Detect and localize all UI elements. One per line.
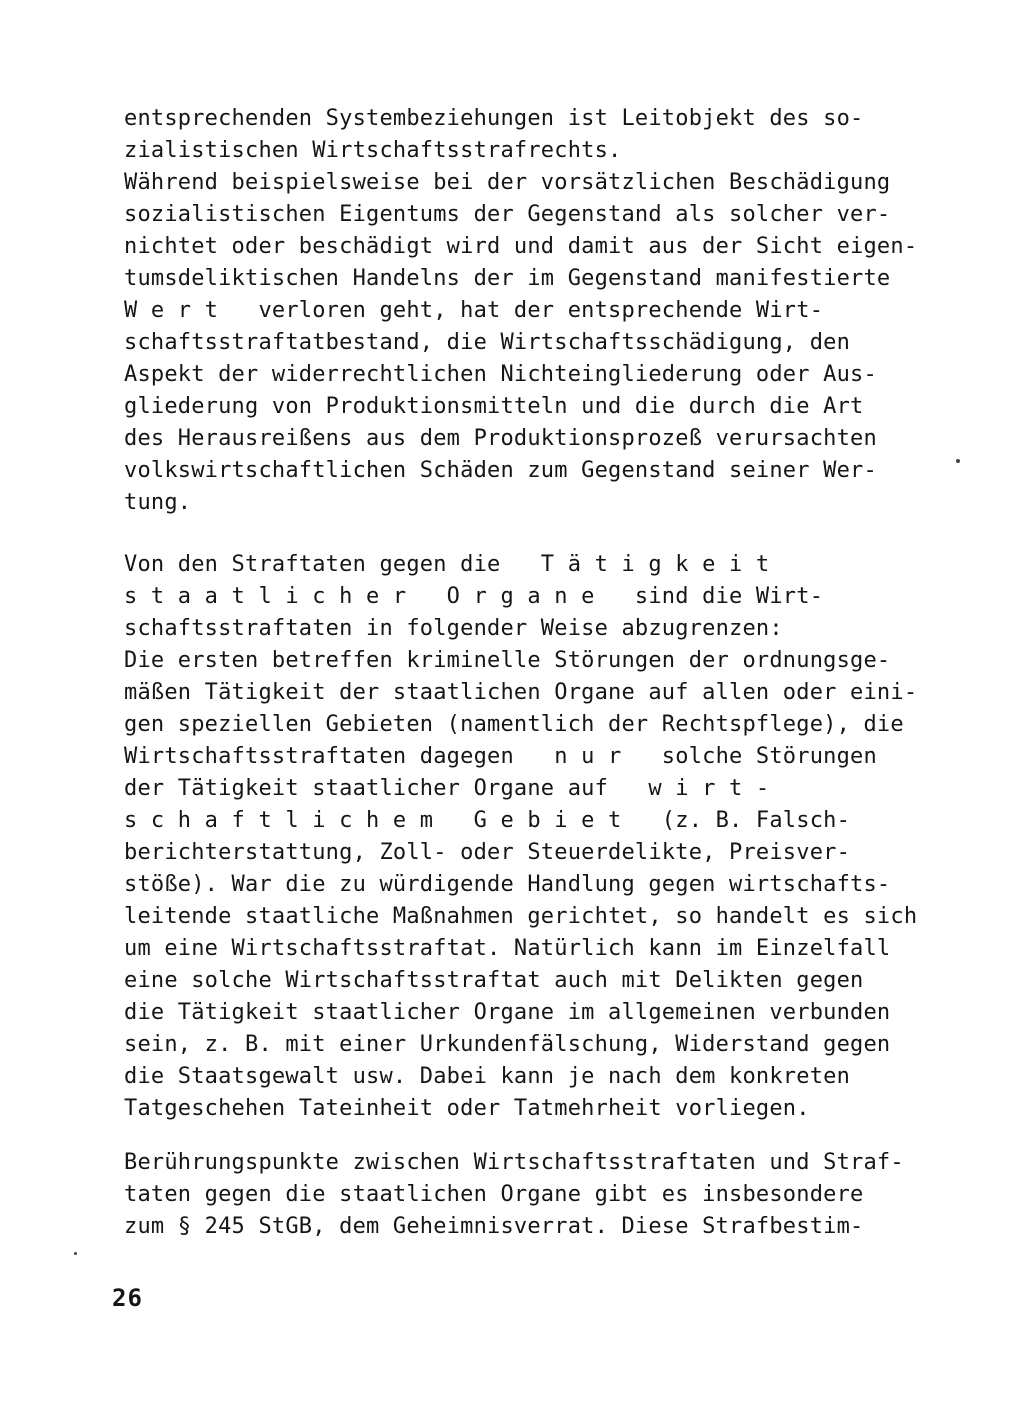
text-line: Berührungspunkte zwischen Wirtschaftsstraftaten und Straf- (124, 1150, 904, 1175)
text-line: stöße). War die zu würdigende Handlung gegen wirtschafts- (124, 872, 891, 897)
text-line: entsprechenden Systembeziehungen ist Leitobjekt des so- (124, 106, 864, 131)
text-line: eine solche Wirtschaftsstraftat auch mit Delikten gegen (124, 968, 864, 993)
text-line: Von den Straftaten gegen die T ä t i g k e i t (124, 552, 770, 577)
scan-speck (74, 1252, 77, 1255)
text-line: zum § 245 StGB, dem Geheimnisverrat. Diese Strafbestim- (124, 1214, 864, 1239)
text-line: zialistischen Wirtschaftsstrafrechts. (124, 138, 622, 163)
text-line: der Tätigkeit staatlicher Organe auf w i r t - (124, 776, 770, 801)
text-line: um eine Wirtschaftsstraftat. Natürlich kann im Einzelfall (124, 936, 891, 961)
text-line: sein, z. B. mit einer Urkundenfälschung, Widerstand gegen (124, 1032, 891, 1057)
text-line: gen speziellen Gebieten (namentlich der Rechtspflege), die (124, 712, 904, 737)
text-line: die Tätigkeit staatlicher Organe im allgemeinen verbunden (124, 1000, 891, 1025)
text-line: schaftsstraftatbestand, die Wirtschaftsschädigung, den (124, 330, 851, 355)
text-line: gliederung von Produktionsmitteln und die durch die Art (124, 394, 864, 419)
text-line: s c h a f t l i c h e m G e b i e t (z. B. Falsch- (124, 808, 851, 833)
text-line: Aspekt der widerrechtlichen Nichteingliederung oder Aus- (124, 362, 877, 387)
text-line: sozialistischen Eigentums der Gegenstand als solcher ver- (124, 202, 891, 227)
text-line: berichterstattung, Zoll- oder Steuerdelikte, Preisver- (124, 840, 851, 865)
text-line: Tatgeschehen Tateinheit oder Tatmehrheit vorliegen. (124, 1096, 810, 1121)
text-line: tumsdeliktischen Handelns der im Gegenstand manifestierte (124, 266, 891, 291)
text-line: s t a a t l i c h e r O r g a n e sind die Wirt- (124, 584, 824, 609)
text-line: W e r t verloren geht, hat der entsprechende Wirt- (124, 298, 824, 323)
text-line: volkswirtschaftlichen Schäden zum Gegenstand seiner Wer- (124, 458, 877, 483)
text-line: tung. (124, 490, 192, 515)
text-line: Wirtschaftsstraftaten dagegen n u r solche Störungen (124, 744, 877, 769)
text-line: die Staatsgewalt usw. Dabei kann je nach dem konkreten (124, 1064, 851, 1089)
text-line: nichtet oder beschädigt wird und damit aus der Sicht eigen- (124, 234, 918, 259)
page-number: 26 (112, 1284, 143, 1312)
scan-speck (956, 459, 960, 463)
text-line: mäßen Tätigkeit der staatlichen Organe auf allen oder eini- (124, 680, 918, 705)
text-line: Während beispielsweise bei der vorsätzlichen Beschädigung (124, 170, 891, 195)
text-line: taten gegen die staatlichen Organe gibt es insbesondere (124, 1182, 864, 1207)
text-line: des Herausreißens aus dem Produktionsprozeß verursachten (124, 426, 877, 451)
text-line: leitende staatliche Maßnahmen gerichtet, so handelt es sich (124, 904, 918, 929)
text-line: Die ersten betreffen kriminelle Störungen der ordnungsge- (124, 648, 891, 673)
text-line: schaftsstraftaten in folgender Weise abzugrenzen: (124, 616, 783, 641)
